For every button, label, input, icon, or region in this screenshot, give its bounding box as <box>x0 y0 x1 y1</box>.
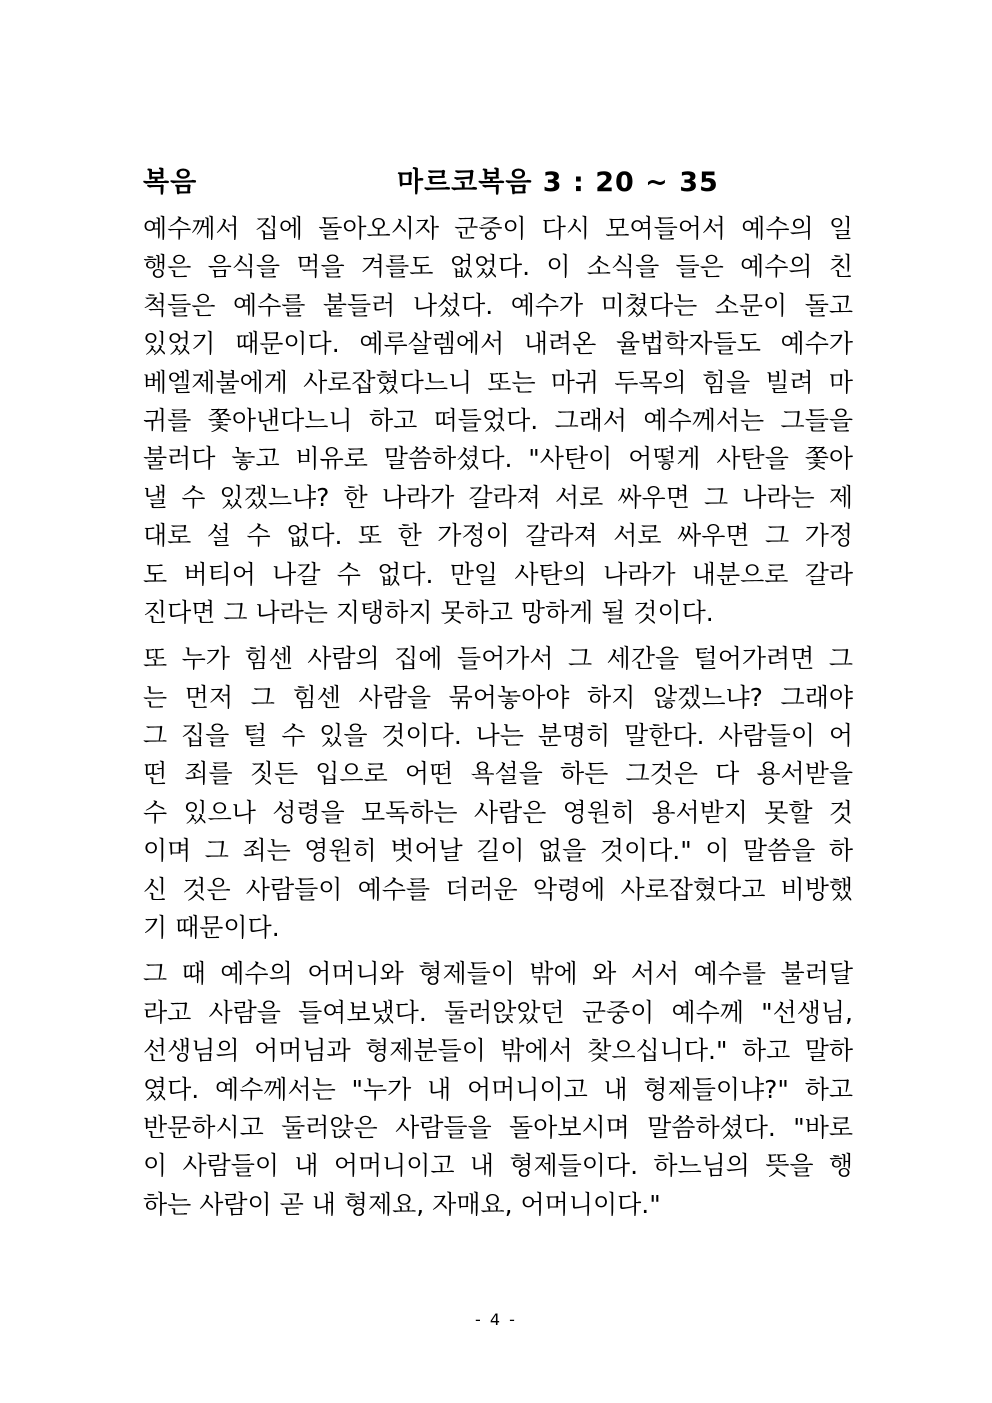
text-line: 하는 사람이 곧 내 형제요, 자매요, 어머니이다." <box>143 1189 661 1219</box>
text-line: 는 먼저 그 힘센 사람을 묶어놓아야 하지 않겠느냐? 그래야 <box>143 682 853 712</box>
text-line: 대로 설 수 없다. 또 한 가정이 갈라져 서로 싸우면 그 가정 <box>143 521 853 551</box>
text-line: 이 사람들이 내 어머니이고 내 형제들이다. 하느님의 뜻을 행 <box>143 1151 853 1181</box>
text-line: 또 누가 힘센 사람의 집에 들어가서 그 세간을 털어가려면 그 <box>143 644 853 674</box>
scripture-body <box>143 210 853 1232</box>
paragraph <box>143 955 853 1224</box>
text-line: 불러다 놓고 비유로 말씀하셨다. "사탄이 어떻게 사탄을 쫓아 <box>143 444 853 474</box>
text-line: 척들은 예수를 붙들러 나섰다. 예수가 미쳤다는 소문이 돌고 <box>143 290 853 320</box>
text-line: 였다. 예수께서는 "누가 내 어머니이고 내 형제들이냐?" 하고 <box>143 1074 853 1104</box>
reading-heading <box>143 160 853 202</box>
text-line: 귀를 쫓아낸다느니 하고 떠들었다. 그래서 예수께서는 그들을 <box>143 405 853 435</box>
text-line: 이며 그 죄는 영원히 벗어날 길이 없을 것이다." 이 말씀을 하 <box>143 836 853 866</box>
text-line: 기 때문이다. <box>143 913 280 943</box>
text-line: 베엘제불에게 사로잡혔다느니 또는 마귀 두목의 힘을 빌려 마 <box>143 367 853 397</box>
text-line: 선생님의 어머님과 형제분들이 밖에서 찾으십니다." 하고 말하 <box>143 1036 853 1066</box>
text-line: 도 버티어 나갈 수 없다. 만일 사탄의 나라가 내분으로 갈라 <box>143 559 853 589</box>
text-line: 반문하시고 둘러앉은 사람들을 돌아보시며 말씀하셨다. "바로 <box>143 1112 853 1142</box>
text-line: 수 있으나 성령을 모독하는 사람은 영원히 용서받지 못할 것 <box>143 797 853 827</box>
text-line: 그 집을 털 수 있을 것이다. 나는 분명히 말한다. 사람들이 어 <box>143 721 853 751</box>
scripture-reference: 마르코복음 3 : 20 ~ 35 <box>397 167 719 198</box>
text-line: 신 것은 사람들이 예수를 더러운 악령에 사로잡혔다고 비방했 <box>143 874 853 904</box>
heading-label: 복음 <box>143 167 198 198</box>
text-line: 있었기 때문이다. 예루살렘에서 내려온 율법학자들도 예수가 <box>143 329 853 359</box>
text-line: 그 때 예수의 어머니와 형제들이 밖에 와 서서 예수를 불러달 <box>143 959 853 989</box>
text-line: 행은 음식을 먹을 겨를도 없었다. 이 소식을 들은 예수의 친 <box>143 252 853 282</box>
text-line: 예수께서 집에 돌아오시자 군중이 다시 모여들어서 예수의 일 <box>143 214 853 243</box>
paragraph <box>143 640 853 947</box>
text-line: 진다면 그 나라는 지탱하지 못하고 망하게 될 것이다. <box>143 597 714 627</box>
text-line: 낼 수 있겠느냐? 한 나라가 갈라져 서로 싸우면 그 나라는 제 <box>143 482 853 512</box>
text-line: 떤 죄를 짓든 입으로 어떤 욕설을 하든 그것은 다 용서받을 <box>143 759 853 789</box>
paragraph <box>143 210 853 632</box>
page-number: - 4 - <box>475 1310 517 1329</box>
text-line: 라고 사람을 들여보냈다. 둘러앉았던 군중이 예수께 "선생님, <box>143 997 853 1027</box>
